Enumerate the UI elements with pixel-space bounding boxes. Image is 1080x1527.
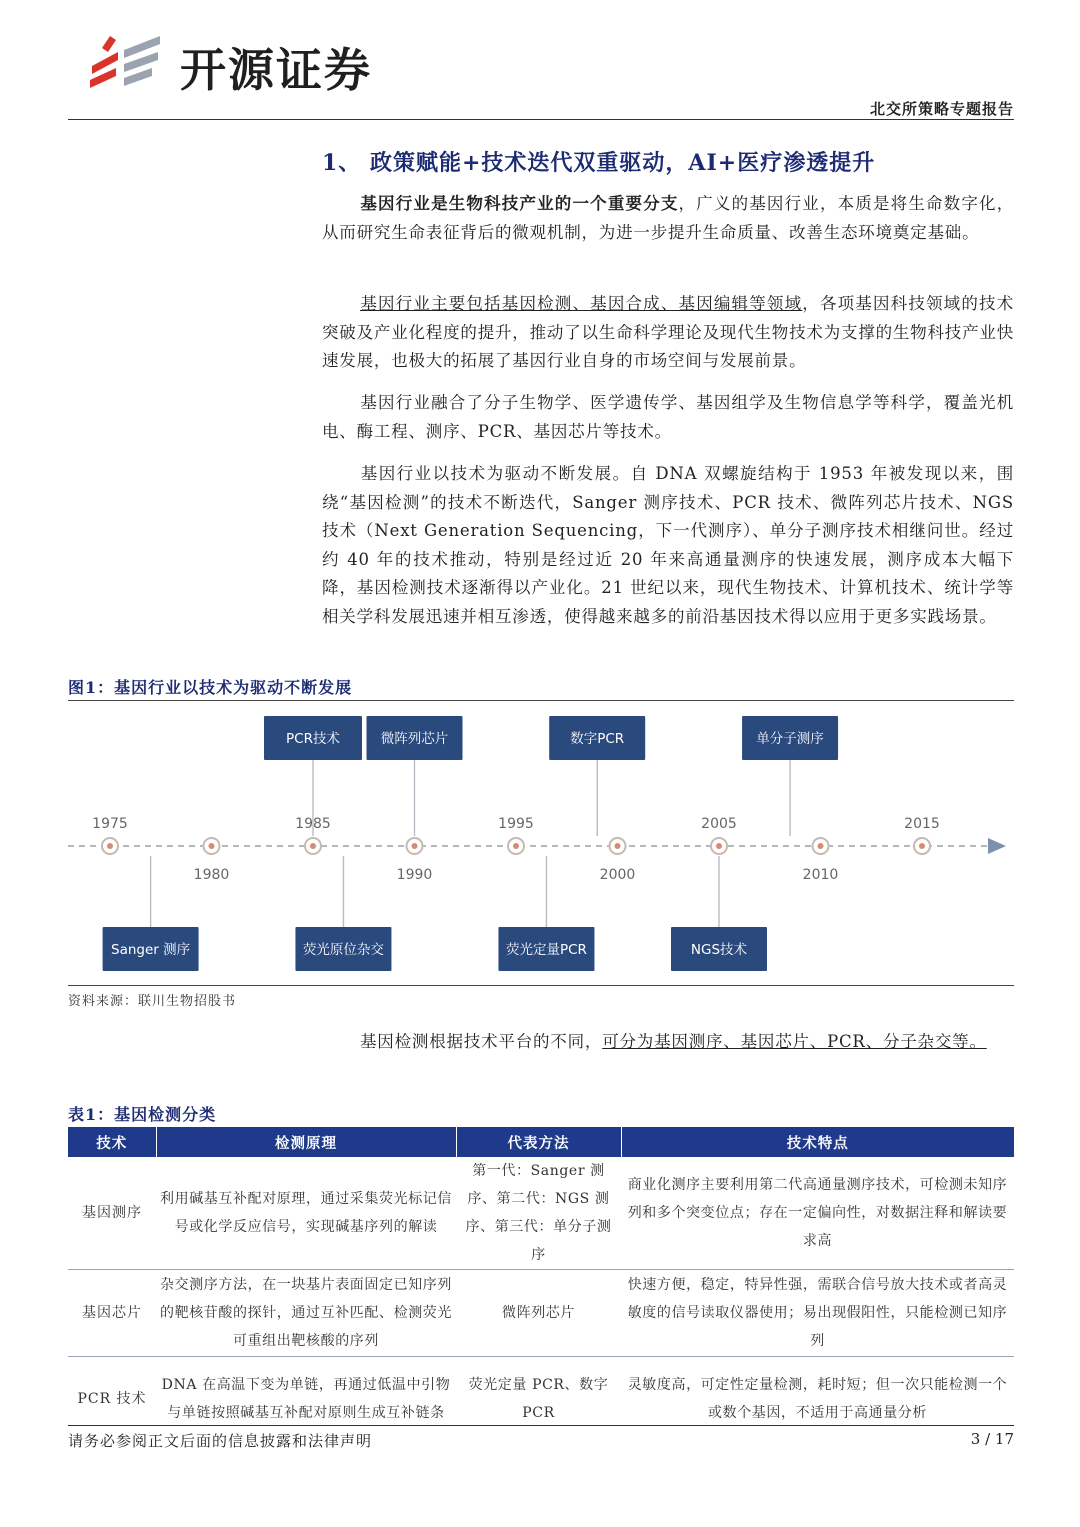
event-top: 微阵列芯片 xyxy=(380,731,449,747)
event-top: PCR技术 xyxy=(286,731,340,747)
table-row xyxy=(68,1270,1014,1357)
header-divider xyxy=(68,119,1014,120)
figure-top-rule xyxy=(68,700,1014,701)
event-bottom: 荧光定量PCR xyxy=(505,942,587,958)
year-marker-dot xyxy=(513,843,519,849)
company-name: 开源证券 xyxy=(180,43,372,97)
year-label-bottom: 1980 xyxy=(193,867,230,883)
page-number: 3 / 17 xyxy=(970,1430,1014,1448)
year-label-top: 1975 xyxy=(92,816,128,832)
paragraph-2-lead: 基因行业主要包括基因检测、基因合成、基因编辑等领域 xyxy=(360,294,803,313)
table-row xyxy=(68,1357,1014,1442)
cell-feature: 商业化测序主要利用第二代高通量测序技术，可检测未知序列和多个突变位点；存在一定偏向性，对数据注释和解读要求高 xyxy=(621,1157,1014,1270)
paragraph-5-lead: 基因检测根据技术平台的不同， xyxy=(360,1032,603,1051)
paragraph-4 xyxy=(322,460,1014,632)
year-label-bottom: 1990 xyxy=(396,867,433,883)
year-label-bottom: 2000 xyxy=(599,867,636,883)
paragraph-5-body: 可分为基因测序、基因芯片、PCR、分子杂交等。 xyxy=(602,1032,987,1051)
header-tech: 技术 xyxy=(68,1127,156,1157)
year-marker-dot xyxy=(716,843,722,849)
detection-table xyxy=(68,1127,1014,1441)
year-marker-dot xyxy=(412,843,418,849)
cell-tech: 基因测序 xyxy=(68,1157,156,1270)
year-marker-dot xyxy=(107,843,113,849)
cell-principle: DNA 在高温下变为单链，再通过低温中引物与单链按照碱基互补配对原则生成互补链条 xyxy=(161,1377,451,1421)
figure-source: 资料来源：联川生物招股书 xyxy=(68,994,237,1009)
header-principle: 检测原理 xyxy=(156,1127,456,1157)
paragraph-2-body: ，各项基因科技领域的技术突破及产业化程度的提升，推动了以生命科学理论及现代生物技术为支撑的生物科技产业快速发展，也极大的拓展了基因行业自身的市场空间与发展前景。 xyxy=(322,294,1014,371)
timeline-chart xyxy=(60,705,1020,983)
cell-method: 微阵列芯片 xyxy=(456,1270,621,1357)
logo-mark-icon xyxy=(88,30,170,96)
header-method: 代表方法 xyxy=(456,1127,621,1157)
cell-method: 荧光定量 PCR、数字 PCR xyxy=(468,1377,609,1421)
footer-divider xyxy=(68,1425,1014,1426)
footer-disclaimer: 请务必参阅正文后面的信息披露和法律声明 xyxy=(68,1432,373,1450)
cell-method: 第一代：Sanger 测序、第二代：NGS 测序、第三代：单分子测序 xyxy=(456,1157,621,1270)
report-type: 北交所策略专题报告 xyxy=(869,100,1014,118)
cell-feature: 快速方便，稳定，特异性强，需联合信号放大技术或者高灵敏度的信号读取仪器使用；易出现假阳性，只能检测已知序列 xyxy=(621,1270,1014,1357)
cell-tech: PCR 技术 xyxy=(77,1391,147,1407)
timeline-arrow-icon xyxy=(988,838,1006,854)
section-title: 1、 政策赋能+技术迭代双重驱动，AI+医疗渗透提升 xyxy=(322,150,876,176)
table-header-row xyxy=(68,1127,1014,1157)
paragraph-1 xyxy=(322,190,1014,247)
header-feature: 技术特点 xyxy=(621,1127,1014,1157)
table-title: 表1：基因检测分类 xyxy=(68,1105,217,1124)
paragraph-1-lead: 基因行业是生物科技产业的一个重要分支 xyxy=(360,194,679,213)
event-bottom: NGS技术 xyxy=(690,942,748,958)
paragraph-1-body: ，广义的基因行业，本质是将生命数字化，从而研究生命表征背后的微观机制，为进一步提升生命质量、改善生态环境奠定基础。 xyxy=(322,194,1015,242)
year-label-top: 2015 xyxy=(904,816,940,832)
year-label-top: 1985 xyxy=(295,816,331,832)
cell-feature: 灵敏度高，可定性定量检测，耗时短；但一次只能检测一个或数个基因，不适用于高通量分析 xyxy=(627,1377,1008,1421)
year-marker-dot xyxy=(209,843,215,849)
event-bottom: Sanger 测序 xyxy=(111,942,191,958)
cell-principle: 杂交测序方法，在一块基片表面固定已知序列的靶核苷酸的探针，通过互补匹配、检测荧光可重组出靶核酸的序列 xyxy=(156,1270,456,1357)
year-label-bottom: 2010 xyxy=(802,867,839,883)
paragraph-4-body: 基因行业以技术为驱动不断发展。自 DNA 双螺旋结构于 1953 年被发现以来，围绕“基因检测”的技术不断迭代，Sanger 测序技术、PCR 技术、微阵列芯片技术、NGS 技术（Next Generation Sequencing，下一代测序）、单分子测序技术相继问世。经过约 40 年的技术推动，特别是经过近 20 年来高通量测序的快速发展，测序成本大幅下降，基因检测技术逐渐得以产业化。21 世纪以来，现代生物技术、计算机技术、统计学等相关学科发展迅速并相互渗透，使得越来越多的前沿基因技术得以应用于更多实践场景。 xyxy=(322,464,1014,626)
year-marker-dot xyxy=(615,843,621,849)
year-label-top: 1995 xyxy=(498,816,534,832)
paragraph-3-body: 基因行业融合了分子生物学、医学遗传学、基因组学及生物信息学等科学，覆盖光机电、酶工程、测序、PCR、基因芯片等技术。 xyxy=(322,393,1014,441)
event-top: 数字PCR xyxy=(570,731,625,747)
table-row xyxy=(68,1157,1014,1270)
figure-title: 图1：基因行业以技术为驱动不断发展 xyxy=(68,678,353,697)
figure-bottom-rule xyxy=(68,985,1014,986)
cell-tech: 基因芯片 xyxy=(68,1270,156,1357)
event-top: 单分子测序 xyxy=(756,731,824,747)
year-label-top: 2005 xyxy=(701,816,737,832)
event-bottom: 荧光原位杂交 xyxy=(302,942,384,958)
paragraph-5 xyxy=(322,1028,1014,1057)
cell-principle: 利用碱基互补配对原理，通过采集荧光标记信号或化学反应信号，实现碱基序列的解读 xyxy=(156,1157,456,1270)
paragraph-2 xyxy=(322,290,1014,376)
paragraph-3 xyxy=(322,389,1014,446)
year-marker-dot xyxy=(310,843,316,849)
year-marker-dot xyxy=(818,843,824,849)
year-marker-dot xyxy=(919,843,925,849)
